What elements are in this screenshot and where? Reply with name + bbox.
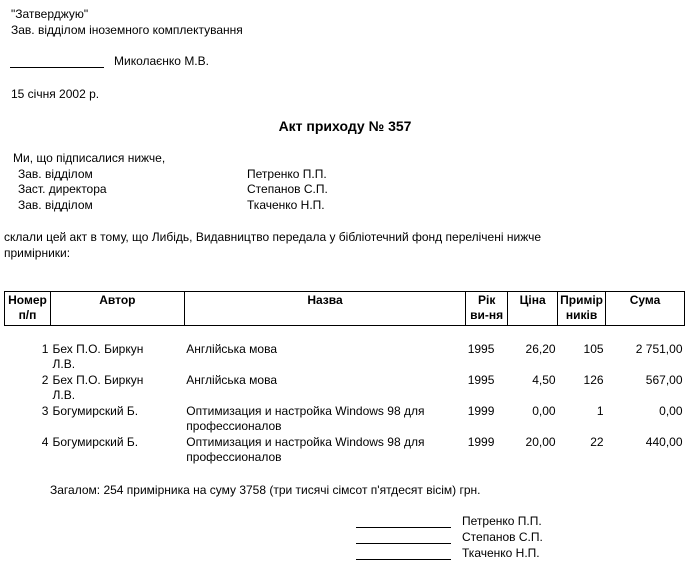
approver-signature-line bbox=[10, 67, 104, 68]
row-title: Оптимизация и настройка Windows 98 для профессионалов bbox=[186, 435, 425, 464]
column-header-author: Автор bbox=[50, 292, 184, 326]
column-header-title: Назва bbox=[184, 292, 465, 326]
row-title: Оптимизация и настройка Windows 98 для профессионалов bbox=[186, 404, 425, 433]
committee-name: Петренко П.П. bbox=[247, 167, 327, 181]
approver-position: Зав. відділом іноземного комплектування bbox=[11, 23, 243, 37]
row-sum: 440,00 bbox=[645, 435, 683, 449]
row-author: Богумирский Б. bbox=[52, 404, 139, 418]
row-sum: 567,00 bbox=[645, 373, 683, 387]
row-title: Англійська мова bbox=[186, 342, 278, 356]
signature-name: Петренко П.П. bbox=[462, 514, 542, 528]
table-header-row bbox=[5, 292, 685, 326]
table-row bbox=[5, 373, 685, 404]
row-author: Бех П.О. Биркун Л.В. bbox=[52, 373, 144, 402]
row-author: Бех П.О. Биркун Л.В. bbox=[52, 342, 144, 371]
row-number: 4 bbox=[41, 435, 49, 449]
committee-role: Зав. відділом bbox=[18, 198, 93, 212]
row-copies: 22 bbox=[590, 435, 604, 449]
table-row bbox=[5, 435, 685, 466]
approval-stamp-text: "Затверджую" bbox=[11, 7, 89, 21]
row-year: 1995 bbox=[467, 342, 495, 356]
table-row bbox=[5, 404, 685, 435]
row-copies: 126 bbox=[583, 373, 604, 387]
row-year: 1999 bbox=[467, 404, 495, 418]
committee-name: Ткаченко Н.П. bbox=[247, 198, 325, 212]
signature-line bbox=[356, 543, 451, 544]
row-title: Англійська мова bbox=[186, 373, 278, 387]
column-header-copies: Примір ників bbox=[558, 292, 606, 326]
row-copies: 105 bbox=[583, 342, 604, 356]
row-sum: 0,00 bbox=[659, 404, 683, 418]
row-price: 20,00 bbox=[525, 435, 556, 449]
row-copies: 1 bbox=[596, 404, 604, 418]
committee-intro: Ми, що підписалися нижче, bbox=[13, 151, 166, 165]
statement-text: склали цей акт в тому, що Либідь, Видавництво передала у бібліотечний фонд перелічені нижче bbox=[4, 230, 542, 244]
row-price: 4,50 bbox=[532, 373, 556, 387]
column-header-price: Ціна bbox=[508, 292, 558, 326]
column-header-number: Номер п/п bbox=[5, 292, 51, 326]
column-header-sum: Сума bbox=[606, 292, 685, 326]
signature-line bbox=[356, 559, 451, 560]
row-number: 2 bbox=[41, 373, 49, 387]
signature-line bbox=[356, 527, 451, 528]
column-header-year: Рік ви-ня bbox=[466, 292, 508, 326]
row-number: 3 bbox=[41, 404, 49, 418]
signature-name: Степанов С.П. bbox=[462, 530, 543, 544]
items-table bbox=[4, 291, 685, 466]
committee-role: Заст. директора bbox=[18, 182, 107, 196]
row-year: 1995 bbox=[467, 373, 495, 387]
document-title: Акт приходу № 357 bbox=[278, 118, 412, 134]
committee-role: Зав. відділом bbox=[18, 167, 93, 181]
approval-date: 15 січня 2002 р. bbox=[11, 87, 100, 101]
row-sum: 2 751,00 bbox=[635, 342, 683, 356]
statement-text-continued: примірники: bbox=[4, 246, 71, 260]
total-summary: Загалом: 254 примірника на суму 3758 (три тисячі сімсот п'ятдесят вісім) грн. bbox=[50, 483, 481, 497]
committee-name: Степанов С.П. bbox=[247, 182, 328, 196]
row-author: Богумирский Б. bbox=[52, 435, 139, 449]
row-number: 1 bbox=[41, 342, 49, 356]
row-price: 0,00 bbox=[532, 404, 556, 418]
row-price: 26,20 bbox=[525, 342, 556, 356]
approver-name: Миколаєнко М.В. bbox=[114, 54, 209, 68]
row-year: 1999 bbox=[467, 435, 495, 449]
signature-name: Ткаченко Н.П. bbox=[462, 546, 540, 560]
table-row bbox=[5, 342, 685, 373]
